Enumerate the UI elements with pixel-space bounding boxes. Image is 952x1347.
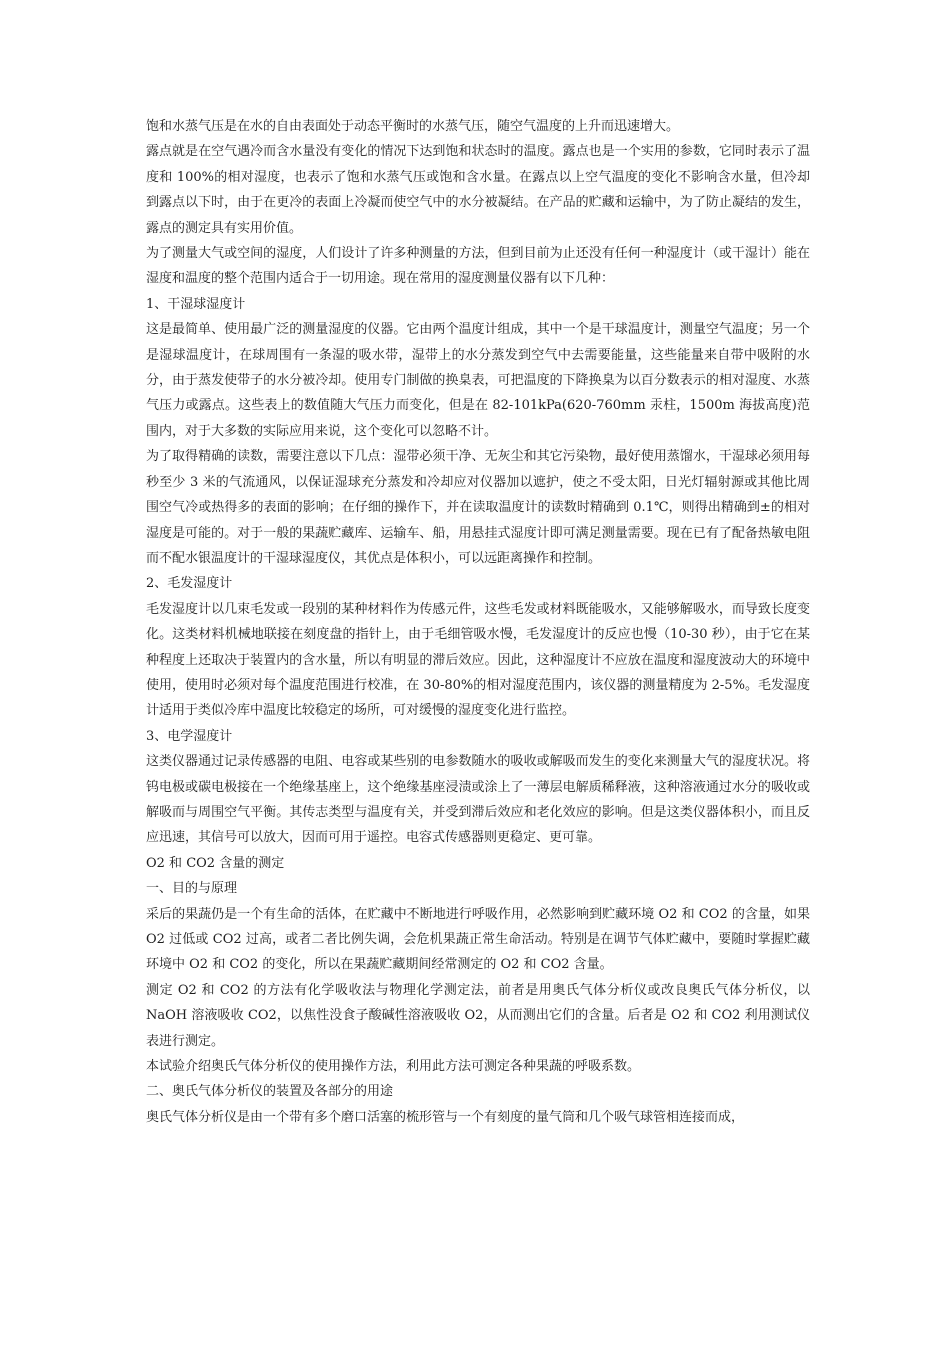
paragraph-saturated-vapor-pressure: 饱和水蒸气压是在水的自由表面处于动态平衡时的水蒸气压，随空气温度的上升而迅速增大。 bbox=[146, 119, 680, 134]
heading-orsat-apparatus: 二、奥氏气体分析仪的装置及各部分的用途 bbox=[146, 1084, 394, 1100]
paragraph-accurate-reading: 为了取得精确的读数，需要注意以下几点：湿带必须干净、无灰尘和其它污染物，最好使用蒸馏水，干湿球必须用每秒至少 3 米的气流通风，以保证湿球充分蒸发和冷却应对仪器加以遮护，使之不受太阳，日光灯辐射源或其他比周围空气冷或热得多的表面的影响；在仔细的操作下，并在读取温度计的读数时精确到 0.1℃，则得出精确到±的相对湿度是可能的。对于一般的果蔬贮藏库、运输车、船，用悬挂式湿度计即可满足测量需要。现在已有了配备热敏电阻而不配水银温度计的干湿球湿度仪，其优点是体积小，可以远距离操作和控制。 bbox=[146, 449, 810, 566]
paragraph-measurement-methods: 测定 O2 和 CO2 的方法有化学吸收法与物理化学测定法，前者是用奥氏气体分析仪或改良奥氏气体分析仪，以 NaOH 溶液吸收 CO2，以焦性没食子酸碱性溶液吸收 O2，从而测出它们的含量。后者是 O2 和 CO2 利用测试仪表进行测定。 bbox=[146, 982, 810, 1049]
paragraph-experiment-intro: 本试验介绍奥氏气体分析仪的使用操作方法，利用此方法可测定各种果蔬的呼吸系数。 bbox=[146, 1059, 641, 1075]
heading-purpose: 一、目的与原理 bbox=[146, 881, 238, 897]
document-body bbox=[146, 114, 810, 1130]
paragraph-humidity-methods: 为了测量大气或空间的湿度，人们设计了许多种测量的方法，但到目前为止还没有任何一种湿度计（或干湿计）能在湿度和温度的整个范围内适合于一切用途。现在常用的湿度测量仪器有以下几种： bbox=[146, 246, 810, 287]
heading-hair-hygrometer: 2、毛发湿度计 bbox=[146, 576, 233, 592]
paragraph-electric-hygrometer: 这类仪器通过记录传感器的电阻、电容或某些别的电参数随水的吸收或解吸而发生的变化来测量大气的湿度状况。将钨电极或碳电极接在一个绝缘基座上，这个绝缘基座浸渍或涂上了一薄层电解质稀释液，这种溶液通过水分的吸收或解吸而与周围空气平衡。其传志类型与温度有关，并受到滞后效应和老化效应的影响。但是这类仪器体积小，而且反应迅速，其信号可以放大，因而可用于遥控。电容式传感器则更稳定、更可靠。 bbox=[146, 754, 810, 846]
heading-electric-hygrometer: 3、电学湿度计 bbox=[146, 728, 233, 744]
heading-dry-wet-bulb: 1、干湿球湿度计 bbox=[146, 296, 246, 312]
paragraph-dew-point: 露点就是在空气遇冷而含水量没有变化的情况下达到饱和状态时的温度。露点也是一个实用的参数，它同时表示了温度和 100%的相对湿度，也表示了饱和水蒸气压或饱和含水量。在露点以上空气温度的变化不影响含水量，但冷却到露点以下时，由于在更冷的表面上冷凝而使空气中的水分被凝结。在产品的贮藏和运输中，为了防止凝结的发生，露点的测定具有实用价值。 bbox=[146, 144, 810, 236]
paragraph-dry-wet-bulb: 这是最简单、使用最广泛的测量湿度的仪器。它由两个温度计组成，其中一个是干球温度计，测量空气温度；另一个是湿球温度计，在球周围有一条湿的吸水带，湿带上的水分蒸发到空气中去需要能量，这些能量来自带中吸附的水分，由于蒸发使带子的水分被冷却。使用专门制做的换臬表，可把温度的下降换臬为以百分数表示的相对湿度、水蒸气压力或露点。这些表上的数值随大气压力而变化，但是在 82-101kPa(620-760mm 汞柱，1500m 海拔高度)范围内，对于大多数的实际应用来说，这个变化可以忽略不计。 bbox=[146, 322, 810, 439]
paragraph-hair-hygrometer: 毛发湿度计以几束毛发或一段别的某种材料作为传感元件，这些毛发或材料既能吸水，又能够解吸水，而导致长度变化。这类材料机械地联接在刻度盘的指针上，由于毛细管吸水慢，毛发湿度计的反应也慢（10-30 秒），由于它在某种程度上还取决于装置内的含水量，所以有明显的滞后效应。因此，这种湿度计不应放在温度和湿度波动大的环境中使用，使用时必须对每个温度范围进行校准，在 30-80%的相对湿度范围内，该仪器的测量精度为 2-5%。毛发湿度计适用于类似冷库中温度比较稳定的场所，可对缓慢的湿度变化进行监控。 bbox=[146, 601, 810, 719]
paragraph-orsat-apparatus: 奥氏气体分析仪是由一个带有多个磨口活塞的梳形管与一个有刻度的量气筒和几个吸气球管相连接而成， bbox=[146, 1109, 745, 1125]
paragraph-purpose: 采后的果蔬仍是一个有生命的活体，在贮藏中不断地进行呼吸作用，必然影响到贮藏环境 O2 和 CO2 的含量，如果 O2 过低或 CO2 过高，或者二者比例失调，会危机果蔬正常生命活动。特别是在调节气体贮藏中，要随时掌握贮藏环境中 O2 和 CO2 的变化，所以在果蔬贮藏期间经常测定的 O2 和 CO2 含量。 bbox=[146, 906, 810, 973]
heading-o2-co2: O2 和 CO2 含量的测定 bbox=[146, 855, 285, 871]
